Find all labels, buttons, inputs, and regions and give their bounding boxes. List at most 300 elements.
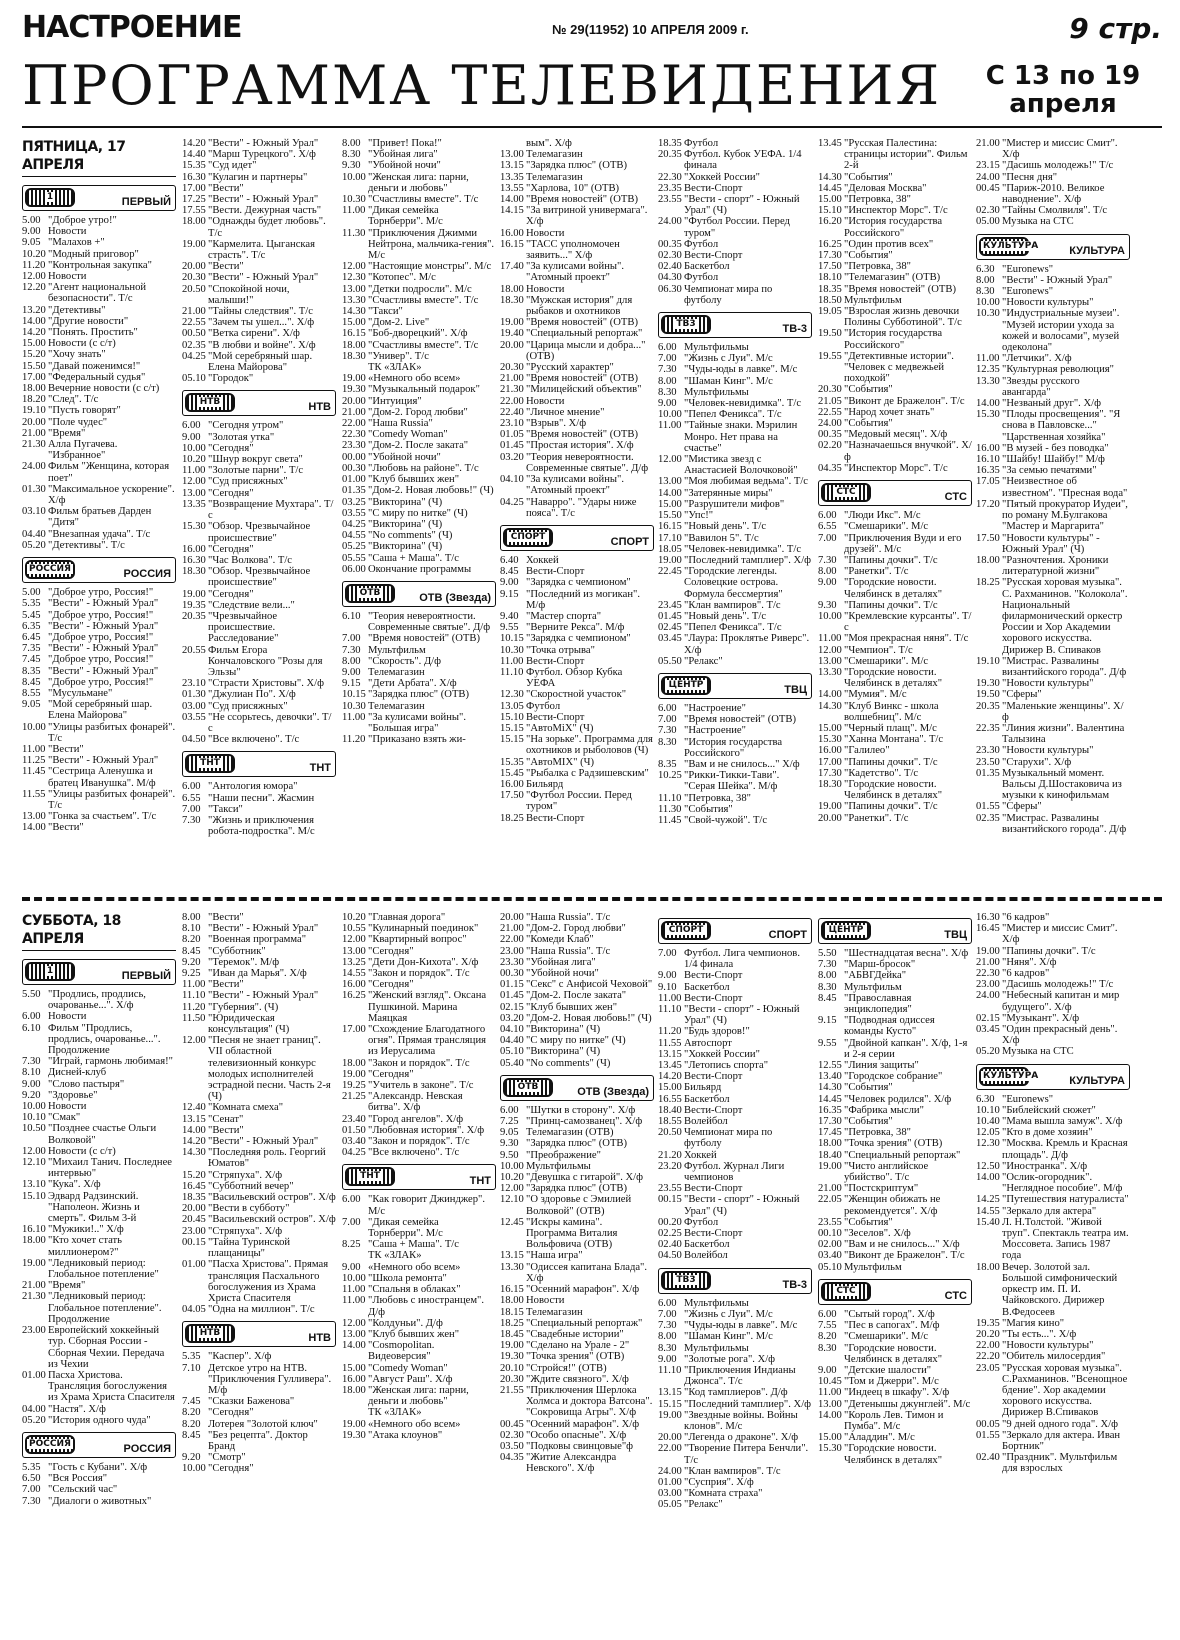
program-entry: [500, 1329, 654, 1340]
program-title: "Подводная одиссея команды Кусто": [844, 1015, 935, 1038]
program-entry: [500, 1013, 654, 1024]
program-time: 02.35: [976, 812, 1000, 824]
program-entry: [818, 250, 972, 261]
program-title: "Магия кино": [1002, 1317, 1065, 1329]
program-title: "Котопес". М/с: [368, 272, 436, 284]
program-entry: [22, 383, 176, 394]
program-time: 15.30: [818, 734, 842, 746]
program-time: 7.00: [658, 948, 677, 959]
program-time: 19.50: [818, 328, 842, 340]
program-entry: [182, 934, 336, 945]
program-time: 15.20: [182, 1169, 206, 1181]
program-entry: [976, 1161, 1130, 1172]
program-title: "Иностранка". Х/ф: [1002, 1160, 1088, 1172]
program-entry: [976, 689, 1130, 700]
program-title: "Новости культуры": [1002, 1340, 1094, 1352]
program-entry: [500, 497, 654, 519]
program-time: 00.45: [500, 1418, 524, 1430]
program-title: "Любовная история". Х/ф: [368, 1124, 485, 1136]
program-entry: [500, 160, 654, 171]
program-time: 7.00: [818, 532, 837, 544]
program-entry: [658, 272, 812, 283]
program-time: 04.25: [182, 350, 206, 362]
program-time: 9.15: [500, 588, 519, 600]
program-entry: [818, 533, 972, 555]
program-title: Баскетбол: [684, 261, 730, 273]
program-entry: [818, 418, 972, 429]
program-time: [342, 1250, 368, 1261]
program-time: 15.15: [658, 1398, 682, 1410]
program-title: "Спокойной ночи, малыши!": [208, 283, 290, 306]
program-title: "Личное мнение": [526, 406, 605, 418]
program-title: Хоккей: [684, 1149, 717, 1161]
program-entry: [182, 678, 336, 689]
program-time: 7.00: [342, 633, 361, 645]
program-time: 15.50: [658, 510, 682, 522]
program-title: Лотерея "Золотой ключ": [208, 1418, 318, 1430]
program-time: 12.35: [976, 364, 1000, 376]
program-entry: [22, 789, 176, 811]
program-entry: [818, 407, 972, 418]
program-entry: [500, 138, 654, 149]
program-title: "Смешарики". М/с: [844, 1331, 929, 1343]
program-title: "Путешествия натуралиста": [1002, 1194, 1129, 1206]
program-title: "Деловая Москва": [844, 182, 927, 194]
program-title: "Праздник". Мультфильм для взрослых: [1002, 1452, 1118, 1475]
program-title: "Обитель милосердия": [1002, 1351, 1106, 1363]
program-title: "Главная дорога": [368, 912, 446, 923]
program-entry: [342, 452, 496, 463]
program-time: 9.20: [182, 956, 201, 968]
program-entry: [658, 1298, 812, 1309]
program-time: 8.30: [658, 1342, 677, 1354]
program-time: 7.30: [658, 1320, 677, 1332]
program-title: "Творение Питера Бенчли". Т/с: [684, 1443, 809, 1466]
program-time: 10.40: [976, 1116, 1000, 1128]
program-entry: [500, 239, 654, 261]
program-entry: [342, 1250, 496, 1261]
program-title: Мультфильмы: [684, 342, 749, 354]
program-time: 16.00: [976, 442, 1000, 454]
program-entry: [500, 328, 654, 339]
program-title: "Клан вампиров". Т/с: [684, 599, 781, 611]
channel-logo-icon: 1: [25, 962, 75, 981]
program-time: 13.35: [500, 171, 524, 183]
program-entry: [22, 1415, 176, 1426]
program-entry: [342, 1069, 496, 1080]
program-entry: [658, 1004, 812, 1026]
program-title: "Ханна Монтана". Т/с: [844, 734, 944, 746]
program-entry: [182, 912, 336, 923]
program-title: "Дикая семейка Торнберри". М/с: [368, 205, 443, 228]
program-time: 7.45: [22, 654, 41, 666]
program-title: "Люди Икс". М/с: [844, 510, 921, 522]
program-entry: [976, 577, 1130, 655]
program-time: 23.00: [182, 1225, 206, 1237]
program-time: 9.00: [658, 1353, 677, 1365]
program-time: 04.40: [500, 1035, 524, 1047]
program-time: 8.00: [818, 970, 837, 982]
program-entry: [182, 1136, 336, 1147]
program-title: "Жизнь с Луи". М/с: [684, 353, 773, 365]
program-entry: [182, 239, 336, 261]
program-entry: [500, 407, 654, 418]
program-time: 22.00: [342, 418, 366, 430]
program-time: 5.50: [818, 948, 837, 959]
program-time: 05.10: [818, 1261, 842, 1273]
program-entry: [182, 544, 336, 555]
program-time: 7.45: [182, 1396, 201, 1408]
program-entry: [818, 510, 972, 521]
program-title: "Житие Александра Невского". Х/ф: [526, 1452, 617, 1475]
program-title: "Страсти Христовы". Х/ф: [208, 678, 324, 690]
program-entry: [658, 1365, 812, 1387]
program-time: 01.30: [22, 483, 46, 495]
channel-name: КУЛЬТУРА: [1069, 1074, 1125, 1087]
program-title: "Euronews": [1002, 263, 1054, 275]
program-time: 14.00: [22, 822, 46, 834]
program-time: 10.30: [342, 700, 366, 712]
program-entry: [182, 781, 336, 792]
program-title: Мультфильм: [844, 1261, 902, 1273]
program-entry: [976, 768, 1130, 802]
program-time: 22.20: [976, 1351, 1000, 1363]
program-entry: [342, 508, 496, 519]
program-title: "Пепел Феникса". Т/с: [684, 409, 782, 421]
program-entry: [342, 1419, 496, 1430]
program-title: Автоспорт: [684, 1037, 732, 1049]
program-entry: [500, 1161, 654, 1172]
program-time: 16.35: [976, 465, 1000, 477]
program-time: 16.30: [182, 554, 206, 566]
program-entry: [500, 712, 654, 723]
program-title: "Все включено". Т/с: [368, 1147, 460, 1159]
program-title: "Шаман Кинг". М/с: [684, 1331, 773, 1343]
program-title: "Смешарики". М/с: [844, 521, 929, 533]
program-entry: [500, 723, 654, 734]
program-entry: [976, 443, 1130, 454]
program-time: 8.25: [342, 1239, 361, 1251]
program-title: "Клан вампиров". Т/с: [684, 1465, 781, 1477]
program-title: Волейбол: [684, 1250, 728, 1262]
program-time: 15.15: [500, 722, 524, 734]
program-entry: [818, 328, 972, 350]
schedule-column: [500, 912, 654, 1634]
program-time: 13.00: [182, 487, 206, 499]
program-time: 6.35: [22, 620, 41, 632]
program-time: 18.05: [658, 543, 682, 555]
program-title: Пасха Христова. Трансляция богослужения из Храма Христа Спасителя: [48, 1369, 175, 1404]
program-title: "Новости культуры" - Южный Урал" (Ч): [1002, 532, 1100, 555]
program-title: "Ранетки". Т/с: [844, 566, 909, 578]
program-entry: [22, 260, 176, 271]
program-entry: [182, 183, 336, 194]
program-time: 8.10: [182, 923, 201, 935]
program-time: 21.05: [818, 395, 842, 407]
program-entry: [976, 1419, 1130, 1430]
program-entry: [658, 1116, 812, 1127]
program-title: "Время": [48, 427, 86, 439]
program-title: "Антология юмора": [208, 781, 298, 793]
program-time: 02.15: [500, 1001, 524, 1013]
program-title: "Галилео": [844, 745, 890, 757]
program-time: 12.10: [500, 1194, 524, 1206]
program-entry: [658, 1228, 812, 1239]
program-time: 16.25: [342, 990, 366, 1002]
program-time: 6.00: [342, 1194, 361, 1206]
program-entry: [976, 376, 1130, 398]
program-entry: [342, 564, 496, 575]
program-title: "Вести" - Южный Урал": [48, 620, 159, 632]
program-title: "О здоровье с Эмилией Волковой" (ОТВ): [526, 1194, 632, 1217]
program-entry: [500, 957, 654, 968]
program-entry: [22, 598, 176, 609]
program-time: 14.00: [658, 487, 682, 499]
program-time: 9.50: [500, 1149, 519, 1161]
program-entry: [976, 656, 1130, 678]
program-title: "Музыкант". Х/ф: [1002, 1012, 1080, 1024]
program-title: "Сегодня": [368, 979, 414, 991]
program-title: "Время": [48, 1280, 86, 1292]
program-time: 19.00: [342, 1068, 366, 1080]
program-entry: [182, 420, 336, 431]
program-time: 21.30: [22, 1291, 46, 1303]
program-title: "Релакс": [684, 655, 723, 667]
program-title: "Настроение": [684, 702, 746, 714]
program-title: "Детективные истории". "Человек с медвежьей походкой": [844, 350, 954, 385]
program-time: 15.30: [818, 1443, 842, 1455]
program-time: 01.50: [342, 1124, 366, 1136]
program-entry: [22, 439, 176, 461]
program-title: "Женская лига: парни, деньги и любовь": [368, 1384, 469, 1408]
program-title: Новости: [526, 395, 565, 407]
program-entry: [500, 183, 654, 194]
program-time: 18.00: [342, 339, 366, 351]
program-title: "Доброе утро, Россия!": [48, 676, 154, 688]
program-entry: [182, 957, 336, 968]
program-time: 00.35: [818, 429, 842, 441]
program-entry: [182, 1351, 336, 1362]
program-entry: [818, 667, 972, 689]
program-time: [500, 138, 526, 149]
program-time: 15.00: [818, 1432, 842, 1444]
program-time: 02.00: [818, 1239, 842, 1251]
program-time: 04.50: [658, 1250, 682, 1262]
program-entry: [500, 1262, 654, 1284]
program-title: "Сегодня": [368, 945, 414, 957]
program-entry: [22, 621, 176, 632]
program-title: "Новости культуры": [1002, 745, 1094, 757]
program-time: 19.00: [342, 1418, 366, 1430]
program-title: "Песня дня": [1002, 171, 1058, 183]
program-title: Хоккей: [526, 554, 559, 566]
program-entry: [818, 1432, 972, 1443]
program-time: 8.55: [22, 687, 41, 699]
program-time: 14.30: [182, 1147, 206, 1159]
program-title: "Вести" - Южный Урал": [48, 755, 159, 767]
program-title: "Время новостей" (ОТВ): [526, 317, 638, 329]
program-entry: [22, 1235, 176, 1257]
program-entry: [182, 555, 336, 566]
channel-name: НТВ: [308, 401, 331, 414]
program-title: "Счастливы вместе". Т/с: [368, 294, 479, 306]
program-title: "Вести": [208, 182, 244, 194]
program-title: "Спальня в облаках": [368, 1284, 461, 1296]
program-time: 15.35: [182, 160, 206, 172]
program-time: 20.35: [658, 149, 682, 161]
program-title: "Максимальное ускорение". Х/ф: [48, 483, 175, 507]
program-time: 05.10: [500, 1046, 524, 1058]
program-entry: [500, 979, 654, 990]
program-entry: [500, 1183, 654, 1194]
program-entry: [658, 1217, 812, 1228]
program-time: 9.00: [342, 666, 361, 678]
program-time: 03.45: [976, 1024, 1000, 1036]
program-time: 9.00: [342, 1261, 361, 1273]
program-title: "Хоккей России": [684, 171, 760, 183]
program-entry: [182, 1214, 336, 1225]
channel-header: [658, 312, 812, 338]
program-title: Футбол. Журнал Лиги чемпионов: [684, 1160, 785, 1184]
program-time: 8.00: [182, 912, 201, 923]
program-entry: [182, 968, 336, 979]
program-time: 15.00: [22, 338, 46, 350]
program-time: 03.55: [182, 711, 206, 723]
program-title: "Городские легенды. Соловецкие острова. Формула бессмертия": [684, 566, 783, 600]
program-time: 05.20: [22, 539, 46, 551]
program-entry: [22, 1224, 176, 1235]
program-entry: [658, 387, 812, 398]
program-title: Телемагазин: [368, 700, 425, 712]
program-title: Футбол. Кубок УЕФА. 1/4 финала: [684, 149, 802, 172]
program-time: 00.30: [500, 968, 524, 980]
program-entry: [818, 216, 972, 238]
program-entry: [818, 1060, 972, 1071]
program-entry: [818, 1443, 972, 1465]
program-time: 8.20: [818, 1331, 837, 1343]
schedule-column: [976, 138, 1130, 892]
program-time: 14.40: [182, 149, 206, 161]
program-title: "Боб-дворецкий". Х/ф: [368, 328, 468, 340]
program-title: "Час Волкова". Т/с: [208, 554, 292, 566]
program-time: 9.40: [500, 610, 519, 622]
program-time: 15.10: [818, 205, 842, 217]
program-time: 06.00: [342, 563, 366, 575]
program-time: 11.20: [658, 1026, 682, 1038]
program-time: 6.55: [818, 521, 837, 533]
day-label: ПЯТНИЦА, 17 АПРЕЛЯ: [22, 138, 176, 177]
program-entry: [658, 250, 812, 261]
program-time: 01.00: [182, 1259, 206, 1271]
program-entry: [818, 577, 972, 599]
program-title: "Убойная лига": [526, 956, 596, 968]
program-title: "Михаил Танич. Последнее интервью": [48, 1157, 172, 1180]
program-entry: [500, 1046, 654, 1057]
program-title: Новости: [526, 227, 565, 239]
program-time: 20.00: [342, 395, 366, 407]
program-entry: [658, 1049, 812, 1060]
program-time: 23.30: [500, 956, 524, 968]
program-entry: [818, 757, 972, 768]
program-title: "Доброе утро, Россия!": [48, 631, 154, 643]
program-time: 19.40: [500, 328, 524, 340]
program-entry: [976, 160, 1130, 171]
channel-logo-icon: СПОРТ: [503, 528, 553, 547]
program-time: 14.30: [342, 306, 366, 318]
program-entry: [500, 440, 654, 451]
program-entry: [818, 1082, 972, 1093]
program-entry: [22, 1112, 176, 1123]
program-entry: [22, 1325, 176, 1370]
program-time: 13.30: [976, 375, 1000, 387]
program-time: 13.40: [818, 1071, 842, 1083]
program-title: "Кулагин и партнеры": [208, 171, 308, 183]
program-entry: [500, 261, 654, 283]
program-title: "Царица мысли и добра..." (ОТВ): [526, 339, 646, 362]
program-entry: [22, 1023, 176, 1057]
program-time: 02.35: [182, 339, 206, 351]
program-time: 8.35: [22, 665, 41, 677]
program-entry: [818, 633, 972, 644]
program-entry: [22, 1101, 176, 1112]
program-entry: [182, 1002, 336, 1013]
program-title: "Комеди Клаб": [526, 934, 594, 946]
program-title: "Суд присяжных": [208, 476, 288, 488]
program-entry: [500, 362, 654, 373]
program-title: "Военная программа": [208, 934, 307, 946]
program-title: "Диалоги о животных": [48, 1495, 152, 1507]
program-time: 18.25: [500, 812, 524, 824]
program-entry: [22, 349, 176, 360]
program-time: 10.00: [976, 297, 1000, 309]
program-entry: [500, 284, 654, 295]
channel-name: РОССИЯ: [123, 568, 171, 581]
program-entry: [500, 418, 654, 429]
program-title: "Вести" - Южный Урал": [208, 272, 319, 284]
program-time: 6.55: [182, 792, 201, 804]
program-time: 17.55: [182, 205, 206, 217]
program-entry: [500, 1385, 654, 1419]
program-title: "За семью печатями": [1002, 465, 1097, 477]
program-entry: [500, 555, 654, 566]
program-time: 10.00: [500, 1160, 524, 1172]
program-time: 6.10: [342, 610, 361, 622]
program-entry: [342, 407, 496, 418]
program-time: 13.20: [22, 304, 46, 316]
program-entry: [342, 284, 496, 295]
program-title: Музыка на СТС: [1002, 216, 1074, 228]
program-time: 13.15: [500, 1250, 524, 1262]
program-title: "Улицы разбитых фонарей". Т/с: [48, 721, 176, 744]
program-time: 15.40: [976, 1216, 1000, 1228]
program-title: "Новости культуры": [1002, 678, 1094, 690]
program-entry: [22, 1179, 176, 1190]
program-title: "Зеркало для актера": [1002, 1205, 1097, 1217]
program-title: "Клуб Винкс - школа волшебниц". М/с: [844, 700, 939, 723]
program-time: 12.00: [342, 934, 366, 946]
program-time: [342, 1407, 368, 1418]
program-title: "Теремок". М/ф: [208, 956, 280, 968]
program-entry: [658, 172, 812, 183]
program-title: "Последняя роль. Георгий Юматов": [208, 1147, 326, 1170]
program-title: "Дом-2. Город любви": [368, 406, 468, 418]
program-title: "Без рецепта". Доктор Бранд: [208, 1429, 308, 1452]
program-time: 16.15: [500, 1284, 524, 1296]
program-title: "События": [684, 803, 733, 815]
program-title: Новости (с с/т): [48, 338, 116, 350]
program-title: Новости: [48, 271, 87, 283]
program-entry: [818, 351, 972, 385]
